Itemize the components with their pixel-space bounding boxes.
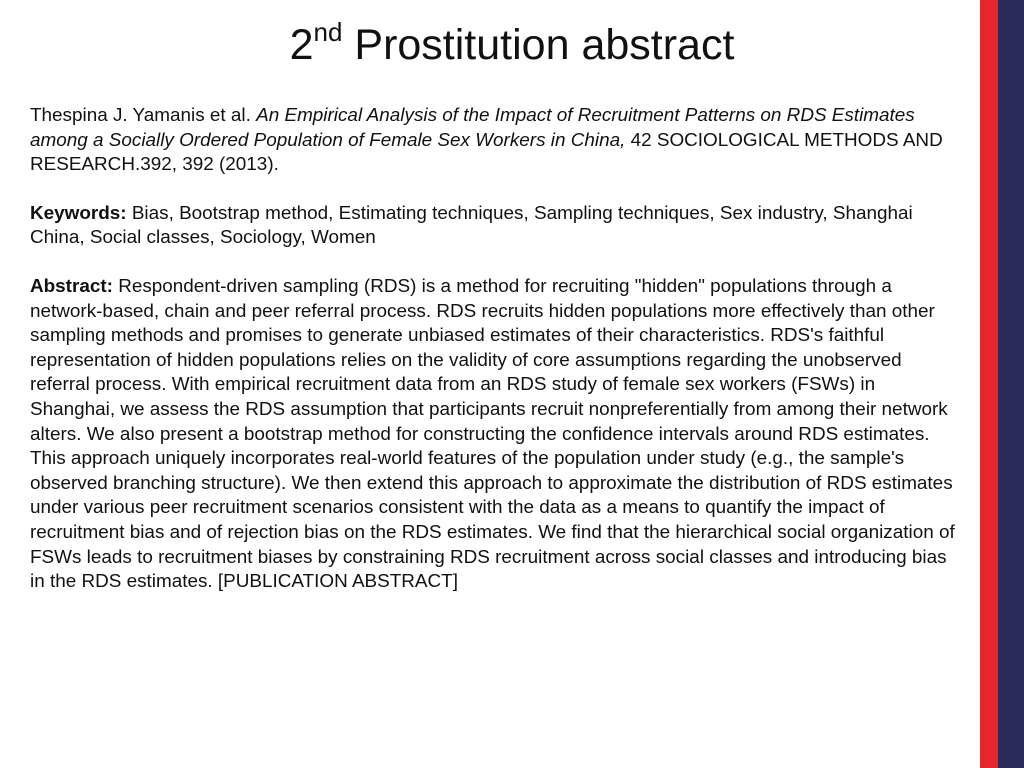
title-number: 2: [289, 21, 314, 69]
abstract-label: Abstract:: [30, 275, 113, 297]
citation: [30, 104, 960, 178]
decorative-red-stripe: [980, 0, 998, 768]
citation-article-title: An Empirical Analysis of the Impact of Recruitment Patterns on RDS Estimates among a Socially Ordered Population of Female Sex Workers in China,: [30, 105, 915, 151]
citation-source: 42 SOCIOLOGICAL METHODS AND RESEARCH.392, 392 (2013).: [30, 129, 943, 176]
slide-body: [30, 104, 960, 595]
keywords-text: Bias, Bootstrap method, Estimating techniques, Sampling techniques, Sex industry, Shanghai China, Social classes, Sociology, Women: [30, 202, 913, 249]
decorative-navy-stripe: [998, 0, 1024, 768]
citation-authors: Thespina J. Yamanis et al.: [30, 105, 251, 126]
slide-title: [0, 12, 1024, 78]
abstract: [30, 275, 960, 595]
abstract-text: Respondent-driven sampling (RDS) is a method for recruiting "hidden" populations through a network-based, chain and peer referral process. RDS recruits hidden populations more effectively than other sampling methods and promises to generate unbiased estimates of their characteristics. RDS's faithful representation of hidden populations relies on the validity of core assumptions regarding the unobserved referral process. With empirical recruitment data from an RDS study of female sex workers (FSWs) in Shanghai, we assess the RDS assumption that participants recruit nonpreferentially from among their network alters. We also present a bootstrap method for constructing the confidence intervals around RDS estimates. This approach uniquely incorporates real-world features of the population under study (e.g., the sample's observed branching structure). We then extend this approach to approximate the distribution of RDS estimates under various peer recruitment scenarios consistent with the data as a means to quantify the impact of recruitment bias and of rejection bias on the RDS estimates. We find that the hierarchical social organization of FSWs leads to recruitment biases by constraining RDS recruitment across social classes and introducing bias in the RDS estimates. [PUBLICATION ABSTRACT]: [30, 275, 955, 593]
title-ordinal-suffix: nd: [313, 17, 343, 47]
keywords: [30, 202, 960, 251]
title-text: Prostitution abstract: [354, 21, 735, 69]
keywords-label: Keywords:: [30, 202, 127, 224]
